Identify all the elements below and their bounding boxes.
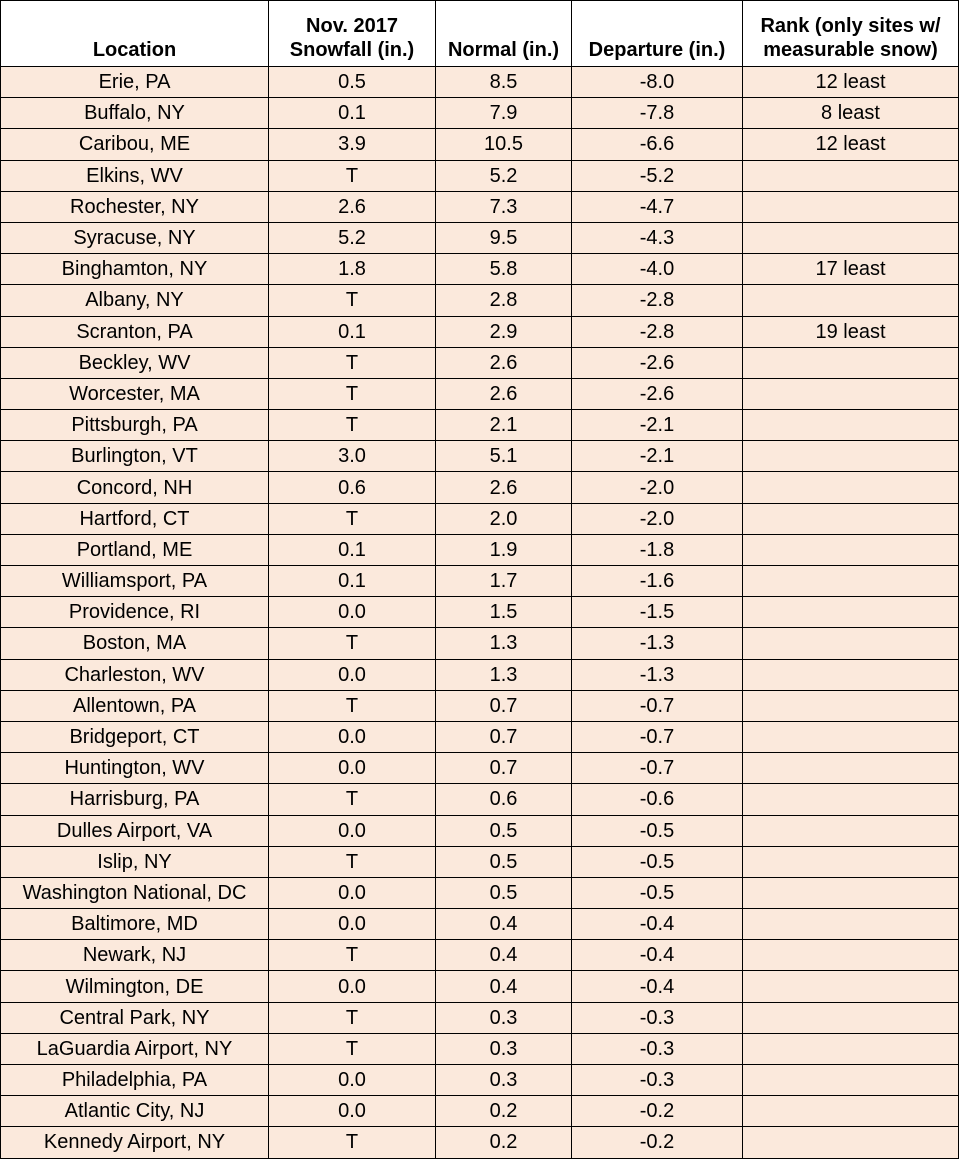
cell-departure: -0.4	[572, 940, 743, 971]
cell-rank	[743, 472, 959, 503]
cell-departure: -0.3	[572, 1002, 743, 1033]
cell-normal: 1.9	[436, 534, 572, 565]
cell-rank	[743, 597, 959, 628]
table-row	[1, 1002, 959, 1033]
cell-location: Burlington, VT	[1, 441, 269, 472]
cell-snowfall: T	[269, 784, 436, 815]
cell-snowfall: T	[269, 378, 436, 409]
cell-departure: -2.6	[572, 347, 743, 378]
cell-rank	[743, 628, 959, 659]
cell-departure: -4.7	[572, 191, 743, 222]
cell-snowfall: 3.0	[269, 441, 436, 472]
table-row	[1, 877, 959, 908]
cell-location: Caribou, ME	[1, 129, 269, 160]
cell-rank: 17 least	[743, 254, 959, 285]
cell-snowfall: T	[269, 1033, 436, 1064]
cell-rank: 19 least	[743, 316, 959, 347]
cell-departure: -2.1	[572, 441, 743, 472]
cell-normal: 7.9	[436, 98, 572, 129]
cell-snowfall: 0.0	[269, 909, 436, 940]
cell-location: Islip, NY	[1, 846, 269, 877]
cell-normal: 0.7	[436, 690, 572, 721]
cell-snowfall: T	[269, 347, 436, 378]
cell-normal: 2.1	[436, 410, 572, 441]
cell-rank	[743, 534, 959, 565]
cell-departure: -6.6	[572, 129, 743, 160]
cell-location: Pittsburgh, PA	[1, 410, 269, 441]
cell-snowfall: T	[269, 690, 436, 721]
table-row	[1, 940, 959, 971]
table-row	[1, 67, 959, 98]
cell-departure: -1.3	[572, 628, 743, 659]
cell-location: Newark, NJ	[1, 940, 269, 971]
cell-location: Rochester, NY	[1, 191, 269, 222]
cell-rank	[743, 1033, 959, 1064]
table-row	[1, 160, 959, 191]
cell-location: Baltimore, MD	[1, 909, 269, 940]
cell-normal: 1.3	[436, 659, 572, 690]
table-row	[1, 628, 959, 659]
cell-location: Dulles Airport, VA	[1, 815, 269, 846]
cell-rank	[743, 784, 959, 815]
cell-snowfall: 0.6	[269, 472, 436, 503]
cell-snowfall: 0.0	[269, 1096, 436, 1127]
cell-location: Atlantic City, NJ	[1, 1096, 269, 1127]
header-row	[1, 1, 959, 67]
cell-departure: -0.2	[572, 1127, 743, 1158]
cell-snowfall: 0.5	[269, 67, 436, 98]
cell-snowfall: 2.6	[269, 191, 436, 222]
cell-departure: -5.2	[572, 160, 743, 191]
header-rank-line2: measurable snow)	[763, 39, 938, 61]
cell-normal: 0.4	[436, 940, 572, 971]
cell-snowfall: 0.1	[269, 566, 436, 597]
table-row	[1, 971, 959, 1002]
cell-rank	[743, 285, 959, 316]
cell-rank	[743, 846, 959, 877]
cell-rank	[743, 378, 959, 409]
cell-departure: -2.8	[572, 316, 743, 347]
cell-normal: 0.4	[436, 909, 572, 940]
cell-snowfall: 0.0	[269, 721, 436, 752]
cell-normal: 0.3	[436, 1065, 572, 1096]
cell-departure: -1.6	[572, 566, 743, 597]
cell-snowfall: 3.9	[269, 129, 436, 160]
cell-snowfall: T	[269, 628, 436, 659]
table-row	[1, 1096, 959, 1127]
table-row	[1, 659, 959, 690]
cell-rank	[743, 503, 959, 534]
table-header	[1, 1, 959, 67]
cell-location: Wilmington, DE	[1, 971, 269, 1002]
table-row	[1, 566, 959, 597]
cell-departure: -1.3	[572, 659, 743, 690]
cell-normal: 0.3	[436, 1033, 572, 1064]
cell-snowfall: 0.0	[269, 659, 436, 690]
table-row	[1, 690, 959, 721]
cell-rank	[743, 877, 959, 908]
cell-location: Allentown, PA	[1, 690, 269, 721]
table-row	[1, 222, 959, 253]
cell-rank: 12 least	[743, 129, 959, 160]
cell-snowfall: 0.1	[269, 98, 436, 129]
cell-snowfall: T	[269, 410, 436, 441]
cell-departure: -0.7	[572, 690, 743, 721]
cell-normal: 5.1	[436, 441, 572, 472]
cell-location: Boston, MA	[1, 628, 269, 659]
cell-rank	[743, 441, 959, 472]
cell-normal: 8.5	[436, 67, 572, 98]
table-row	[1, 129, 959, 160]
cell-normal: 2.6	[436, 472, 572, 503]
cell-normal: 1.3	[436, 628, 572, 659]
cell-rank	[743, 815, 959, 846]
cell-rank	[743, 347, 959, 378]
cell-snowfall: T	[269, 1002, 436, 1033]
cell-normal: 0.7	[436, 721, 572, 752]
table-row	[1, 846, 959, 877]
cell-location: Syracuse, NY	[1, 222, 269, 253]
cell-rank	[743, 566, 959, 597]
cell-location: Philadelphia, PA	[1, 1065, 269, 1096]
cell-location: Binghamton, NY	[1, 254, 269, 285]
table-row	[1, 378, 959, 409]
cell-normal: 0.2	[436, 1127, 572, 1158]
cell-rank: 8 least	[743, 98, 959, 129]
cell-location: Washington National, DC	[1, 877, 269, 908]
cell-departure: -0.4	[572, 909, 743, 940]
cell-normal: 10.5	[436, 129, 572, 160]
cell-rank	[743, 909, 959, 940]
cell-location: Albany, NY	[1, 285, 269, 316]
cell-rank	[743, 940, 959, 971]
table-row	[1, 98, 959, 129]
cell-departure: -0.2	[572, 1096, 743, 1127]
cell-location: Elkins, WV	[1, 160, 269, 191]
cell-location: Providence, RI	[1, 597, 269, 628]
cell-location: Portland, ME	[1, 534, 269, 565]
cell-normal: 2.9	[436, 316, 572, 347]
cell-snowfall: 1.8	[269, 254, 436, 285]
cell-departure: -8.0	[572, 67, 743, 98]
header-snowfall-line2: Snowfall (in.)	[289, 39, 415, 61]
cell-rank	[743, 222, 959, 253]
header-rank	[743, 1, 959, 67]
cell-departure: -7.8	[572, 98, 743, 129]
cell-snowfall: T	[269, 285, 436, 316]
cell-departure: -2.0	[572, 503, 743, 534]
cell-normal: 0.2	[436, 1096, 572, 1127]
table-row	[1, 472, 959, 503]
cell-normal: 2.8	[436, 285, 572, 316]
cell-location: LaGuardia Airport, NY	[1, 1033, 269, 1064]
cell-normal: 0.4	[436, 971, 572, 1002]
cell-normal: 5.2	[436, 160, 572, 191]
table-row	[1, 909, 959, 940]
cell-normal: 0.5	[436, 846, 572, 877]
table-row	[1, 254, 959, 285]
table-row	[1, 441, 959, 472]
cell-location: Harrisburg, PA	[1, 784, 269, 815]
table-row	[1, 815, 959, 846]
table-row	[1, 721, 959, 752]
cell-departure: -2.0	[572, 472, 743, 503]
table-row	[1, 1065, 959, 1096]
header-snowfall-line1: Nov. 2017	[306, 15, 398, 37]
cell-snowfall: 0.0	[269, 815, 436, 846]
cell-departure: -0.5	[572, 846, 743, 877]
cell-departure: -1.8	[572, 534, 743, 565]
cell-location: Bridgeport, CT	[1, 721, 269, 752]
cell-snowfall: T	[269, 503, 436, 534]
cell-snowfall: T	[269, 846, 436, 877]
cell-normal: 2.6	[436, 378, 572, 409]
table-row	[1, 191, 959, 222]
cell-snowfall: 5.2	[269, 222, 436, 253]
cell-snowfall: 0.0	[269, 753, 436, 784]
cell-location: Erie, PA	[1, 67, 269, 98]
cell-normal: 0.6	[436, 784, 572, 815]
table-row	[1, 597, 959, 628]
cell-departure: -0.5	[572, 815, 743, 846]
cell-location: Buffalo, NY	[1, 98, 269, 129]
cell-normal: 1.7	[436, 566, 572, 597]
cell-normal: 0.3	[436, 1002, 572, 1033]
cell-snowfall: 0.0	[269, 971, 436, 1002]
cell-snowfall: 0.1	[269, 534, 436, 565]
cell-rank: 12 least	[743, 67, 959, 98]
cell-location: Hartford, CT	[1, 503, 269, 534]
cell-normal: 0.7	[436, 753, 572, 784]
cell-rank	[743, 1065, 959, 1096]
cell-location: Williamsport, PA	[1, 566, 269, 597]
header-location: Location	[1, 1, 269, 67]
cell-departure: -4.3	[572, 222, 743, 253]
table-row	[1, 285, 959, 316]
header-rank-line1: Rank (only sites w/	[760, 15, 941, 37]
cell-rank	[743, 191, 959, 222]
cell-normal: 2.0	[436, 503, 572, 534]
cell-snowfall: 0.0	[269, 1065, 436, 1096]
table-row	[1, 753, 959, 784]
cell-snowfall: T	[269, 940, 436, 971]
cell-normal: 0.5	[436, 815, 572, 846]
table-row	[1, 503, 959, 534]
cell-normal: 7.3	[436, 191, 572, 222]
cell-rank	[743, 971, 959, 1002]
cell-snowfall: 0.0	[269, 597, 436, 628]
header-departure: Departure (in.)	[572, 1, 743, 67]
cell-departure: -1.5	[572, 597, 743, 628]
cell-departure: -0.7	[572, 721, 743, 752]
table-row	[1, 347, 959, 378]
cell-location: Charleston, WV	[1, 659, 269, 690]
cell-location: Scranton, PA	[1, 316, 269, 347]
cell-rank	[743, 753, 959, 784]
table-row	[1, 1033, 959, 1064]
cell-location: Central Park, NY	[1, 1002, 269, 1033]
cell-normal: 2.6	[436, 347, 572, 378]
cell-departure: -0.3	[572, 1065, 743, 1096]
cell-normal: 9.5	[436, 222, 572, 253]
cell-normal: 1.5	[436, 597, 572, 628]
cell-departure: -0.5	[572, 877, 743, 908]
header-normal: Normal (in.)	[436, 1, 572, 67]
cell-departure: -2.6	[572, 378, 743, 409]
cell-location: Kennedy Airport, NY	[1, 1127, 269, 1158]
cell-snowfall: 0.1	[269, 316, 436, 347]
table-body	[1, 67, 959, 1159]
cell-departure: -4.0	[572, 254, 743, 285]
cell-rank	[743, 410, 959, 441]
header-snowfall	[269, 1, 436, 67]
cell-rank	[743, 690, 959, 721]
cell-snowfall: T	[269, 160, 436, 191]
cell-rank	[743, 1127, 959, 1158]
cell-rank	[743, 721, 959, 752]
cell-rank	[743, 1096, 959, 1127]
table-row	[1, 316, 959, 347]
cell-departure: -0.4	[572, 971, 743, 1002]
cell-location: Concord, NH	[1, 472, 269, 503]
cell-location: Beckley, WV	[1, 347, 269, 378]
cell-snowfall: 0.0	[269, 877, 436, 908]
cell-snowfall: T	[269, 1127, 436, 1158]
cell-rank	[743, 160, 959, 191]
cell-normal: 5.8	[436, 254, 572, 285]
cell-departure: -0.7	[572, 753, 743, 784]
cell-rank	[743, 1002, 959, 1033]
cell-departure: -0.3	[572, 1033, 743, 1064]
table-row	[1, 534, 959, 565]
cell-normal: 0.5	[436, 877, 572, 908]
cell-departure: -2.1	[572, 410, 743, 441]
cell-departure: -0.6	[572, 784, 743, 815]
table-row	[1, 1127, 959, 1158]
table-row	[1, 410, 959, 441]
cell-departure: -2.8	[572, 285, 743, 316]
cell-location: Huntington, WV	[1, 753, 269, 784]
cell-location: Worcester, MA	[1, 378, 269, 409]
cell-rank	[743, 659, 959, 690]
table-row	[1, 784, 959, 815]
